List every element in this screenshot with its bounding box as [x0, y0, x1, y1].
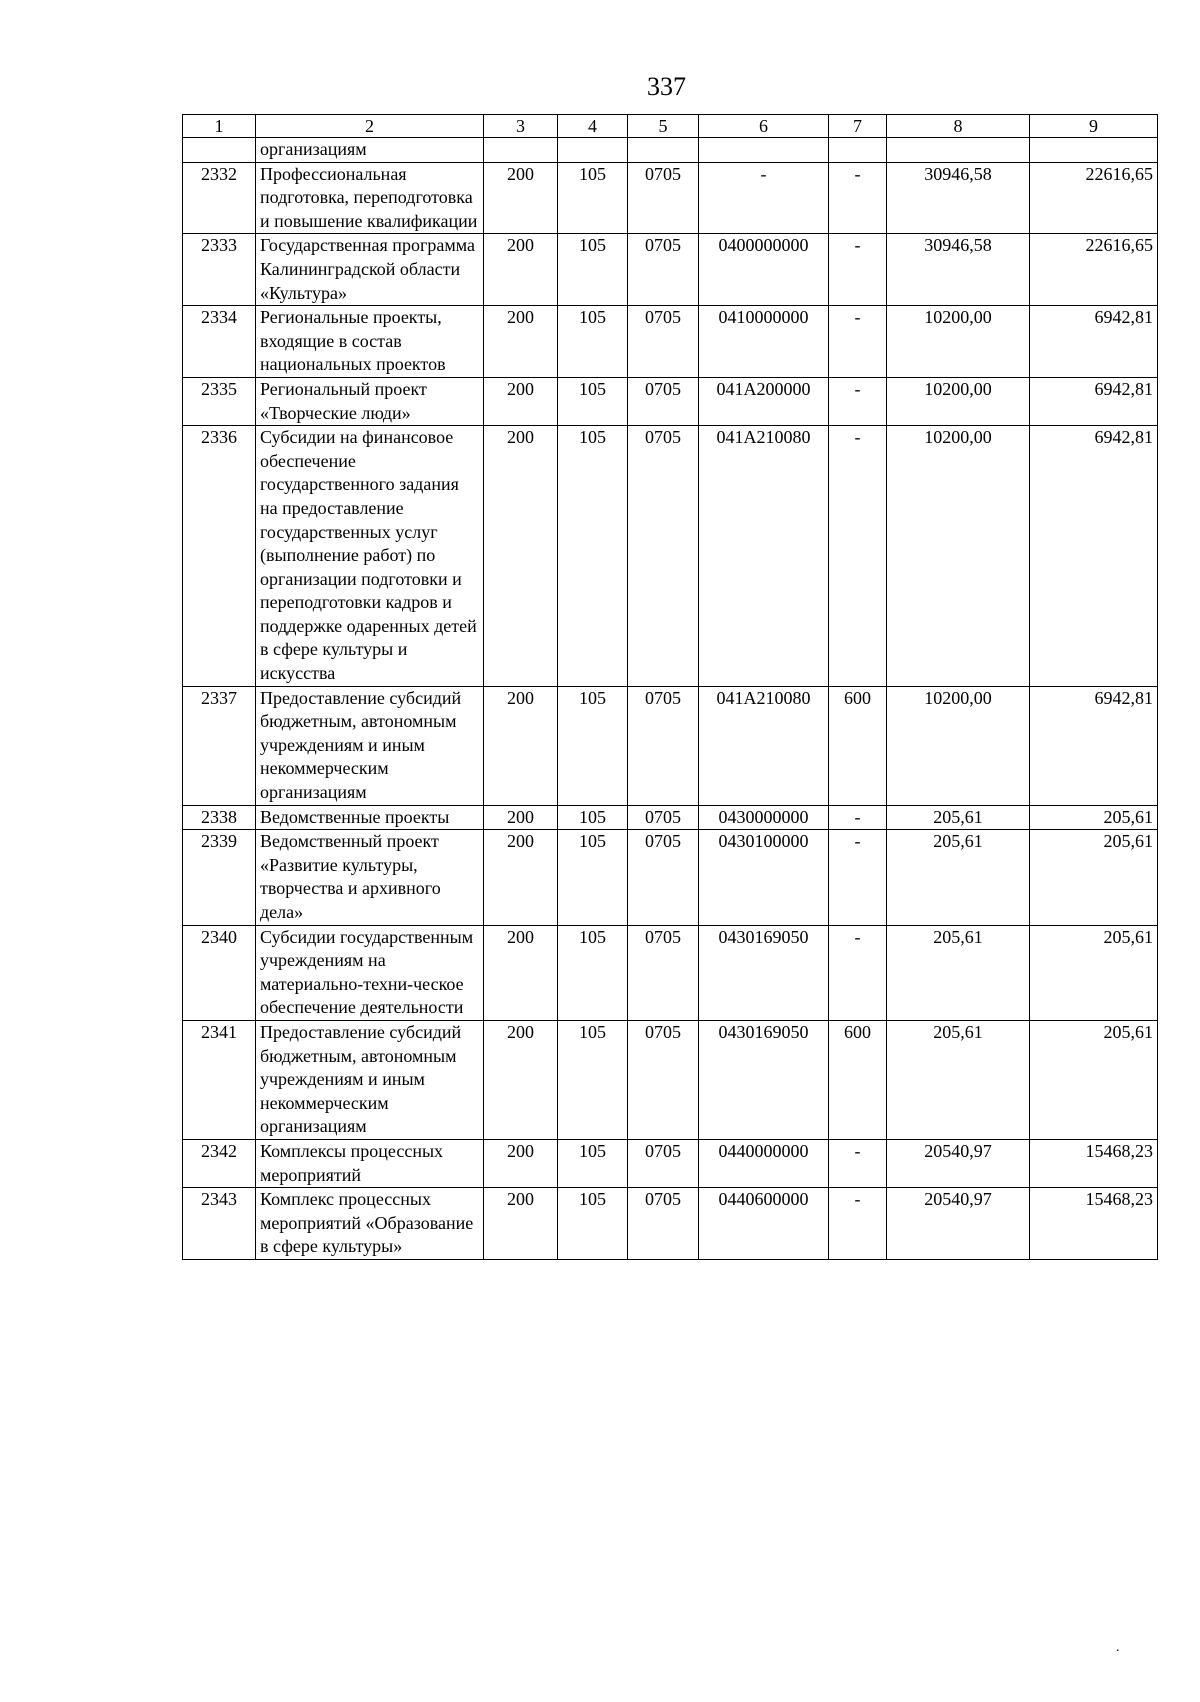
cell-c8: 30946,58 — [887, 234, 1030, 306]
cell-c1: 2340 — [183, 925, 256, 1020]
cell-c9: 205,61 — [1030, 1020, 1158, 1139]
table-row — [183, 162, 1158, 234]
column-number-9: 9 — [1030, 115, 1158, 138]
cell-c9: 205,61 — [1030, 805, 1158, 830]
cell-c6: 0430169050 — [699, 1020, 829, 1139]
cell-c8: 205,61 — [887, 805, 1030, 830]
column-number-row — [183, 115, 1158, 138]
table-row — [183, 426, 1158, 687]
cell-c4: 105 — [558, 1139, 628, 1187]
column-number-3: 3 — [484, 115, 558, 138]
cell-c2: Предоставление субсидий бюджетным, автономным учреждениям и иным некоммерческим организациям — [256, 1020, 484, 1139]
cell-c6: 0410000000 — [699, 306, 829, 378]
cell-c8: 205,61 — [887, 925, 1030, 1020]
cell-c2: Ведомственный проект «Развитие культуры, творчества и архивного дела» — [256, 830, 484, 925]
cell-c1: 2335 — [183, 377, 256, 425]
cell-c9: 205,61 — [1030, 925, 1158, 1020]
cell-c3: 200 — [484, 805, 558, 830]
cell-c5: 0705 — [628, 686, 699, 805]
cell-c8: 20540,97 — [887, 1139, 1030, 1187]
cell-c9: 6942,81 — [1030, 426, 1158, 687]
cell-c1: 2334 — [183, 306, 256, 378]
cell-c1: 2343 — [183, 1188, 256, 1260]
cell-c9: 15468,23 — [1030, 1188, 1158, 1260]
cell-c4: 105 — [558, 1020, 628, 1139]
cell-c6: 0440000000 — [699, 1139, 829, 1187]
cell-c1: 2333 — [183, 234, 256, 306]
cell-c2: Государственная программа Калининградской области «Культура» — [256, 234, 484, 306]
cell-c2: Предоставление субсидий бюджетным, автономным учреждениям и иным некоммерческим организациям — [256, 686, 484, 805]
cell-c2: Региональные проекты, входящие в состав национальных проектов — [256, 306, 484, 378]
cell-c5: 0705 — [628, 377, 699, 425]
cell-c4: 105 — [558, 377, 628, 425]
cell-c5: 0705 — [628, 426, 699, 687]
cell-c4: 105 — [558, 805, 628, 830]
cell-c3: 200 — [484, 686, 558, 805]
table-row — [183, 234, 1158, 306]
cell-c4: 105 — [558, 925, 628, 1020]
cell-c9: 22616,65 — [1030, 162, 1158, 234]
cell-c5: 0705 — [628, 234, 699, 306]
cell-c8: 205,61 — [887, 830, 1030, 925]
cell-c5 — [628, 138, 699, 163]
cell-c1 — [183, 138, 256, 163]
table-row — [183, 138, 1158, 163]
cell-c2: Региональный проект «Творческие люди» — [256, 377, 484, 425]
cell-c7: - — [829, 162, 887, 234]
cell-c5: 0705 — [628, 1139, 699, 1187]
table-row — [183, 805, 1158, 830]
cell-c8: 20540,97 — [887, 1188, 1030, 1260]
cell-c7: - — [829, 830, 887, 925]
cell-c1: 2341 — [183, 1020, 256, 1139]
cell-c3: 200 — [484, 377, 558, 425]
cell-c6: 0440600000 — [699, 1188, 829, 1260]
cell-c6: 0400000000 — [699, 234, 829, 306]
cell-c7: 600 — [829, 1020, 887, 1139]
page-number: 337 — [647, 72, 686, 101]
cell-c5: 0705 — [628, 1020, 699, 1139]
cell-c9: 22616,65 — [1030, 234, 1158, 306]
cell-c7: - — [829, 925, 887, 1020]
cell-c2: Субсидии государственным учреждениям на материально-техни-ческое обеспечение деятельности — [256, 925, 484, 1020]
cell-c3: 200 — [484, 162, 558, 234]
column-number-6: 6 — [699, 115, 829, 138]
table-row — [183, 925, 1158, 1020]
scan-artifact-dot: . — [1116, 1640, 1120, 1655]
budget-table — [182, 114, 1158, 1260]
column-number-2: 2 — [256, 115, 484, 138]
cell-c8: 10200,00 — [887, 686, 1030, 805]
cell-c7: - — [829, 805, 887, 830]
cell-c5: 0705 — [628, 830, 699, 925]
cell-c7 — [829, 138, 887, 163]
cell-c3: 200 — [484, 1188, 558, 1260]
cell-c6 — [699, 138, 829, 163]
cell-c2: Ведомственные проекты — [256, 805, 484, 830]
cell-c8: 30946,58 — [887, 162, 1030, 234]
cell-c3: 200 — [484, 1139, 558, 1187]
cell-c7: - — [829, 426, 887, 687]
cell-c4: 105 — [558, 162, 628, 234]
cell-c7: 600 — [829, 686, 887, 805]
cell-c1: 2336 — [183, 426, 256, 687]
cell-c6: 041A200000 — [699, 377, 829, 425]
cell-c2: Комплексы процессных мероприятий — [256, 1139, 484, 1187]
table-row — [183, 1139, 1158, 1187]
cell-c7: - — [829, 1188, 887, 1260]
column-number-8: 8 — [887, 115, 1030, 138]
column-number-5: 5 — [628, 115, 699, 138]
cell-c8: 10200,00 — [887, 306, 1030, 378]
cell-c2: организациям — [256, 138, 484, 163]
cell-c4: 105 — [558, 830, 628, 925]
cell-c1: 2337 — [183, 686, 256, 805]
cell-c3: 200 — [484, 234, 558, 306]
cell-c8: 10200,00 — [887, 426, 1030, 687]
cell-c2: Профессиональная подготовка, переподготовка и повышение квалификации — [256, 162, 484, 234]
cell-c7: - — [829, 377, 887, 425]
cell-c9 — [1030, 138, 1158, 163]
cell-c1: 2332 — [183, 162, 256, 234]
cell-c8: 205,61 — [887, 1020, 1030, 1139]
cell-c6: 041A210080 — [699, 686, 829, 805]
cell-c7: - — [829, 306, 887, 378]
cell-c1: 2338 — [183, 805, 256, 830]
cell-c3: 200 — [484, 925, 558, 1020]
cell-c7: - — [829, 234, 887, 306]
cell-c6: 0430000000 — [699, 805, 829, 830]
cell-c4: 105 — [558, 686, 628, 805]
cell-c3: 200 — [484, 830, 558, 925]
cell-c1: 2339 — [183, 830, 256, 925]
cell-c2: Комплекс процессных мероприятий «Образование в сфере культуры» — [256, 1188, 484, 1260]
table-row — [183, 1020, 1158, 1139]
cell-c5: 0705 — [628, 805, 699, 830]
table-row — [183, 377, 1158, 425]
cell-c5: 0705 — [628, 1188, 699, 1260]
table-row — [183, 686, 1158, 805]
cell-c3 — [484, 138, 558, 163]
cell-c9: 205,61 — [1030, 830, 1158, 925]
cell-c3: 200 — [484, 426, 558, 687]
table-row — [183, 1188, 1158, 1260]
cell-c4: 105 — [558, 426, 628, 687]
column-number-1: 1 — [183, 115, 256, 138]
cell-c4: 105 — [558, 1188, 628, 1260]
column-number-7: 7 — [829, 115, 887, 138]
cell-c8 — [887, 138, 1030, 163]
cell-c5: 0705 — [628, 306, 699, 378]
cell-c9: 6942,81 — [1030, 377, 1158, 425]
table-row — [183, 306, 1158, 378]
table-row — [183, 830, 1158, 925]
cell-c9: 15468,23 — [1030, 1139, 1158, 1187]
cell-c8: 10200,00 — [887, 377, 1030, 425]
cell-c3: 200 — [484, 306, 558, 378]
cell-c2: Субсидии на финансовое обеспечение государственного задания на предоставление государственных услуг (выполнение работ) по организации подготовки и переподготовки кадров и поддержке одаренных детей в сфере культуры и искусства — [256, 426, 484, 687]
cell-c1: 2342 — [183, 1139, 256, 1187]
cell-c5: 0705 — [628, 162, 699, 234]
cell-c3: 200 — [484, 1020, 558, 1139]
cell-c9: 6942,81 — [1030, 686, 1158, 805]
cell-c5: 0705 — [628, 925, 699, 1020]
cell-c4: 105 — [558, 306, 628, 378]
cell-c6: 041A210080 — [699, 426, 829, 687]
cell-c6: 0430169050 — [699, 925, 829, 1020]
cell-c6: - — [699, 162, 829, 234]
cell-c4: 105 — [558, 234, 628, 306]
cell-c9: 6942,81 — [1030, 306, 1158, 378]
cell-c7: - — [829, 1139, 887, 1187]
cell-c6: 0430100000 — [699, 830, 829, 925]
cell-c4 — [558, 138, 628, 163]
column-number-4: 4 — [558, 115, 628, 138]
